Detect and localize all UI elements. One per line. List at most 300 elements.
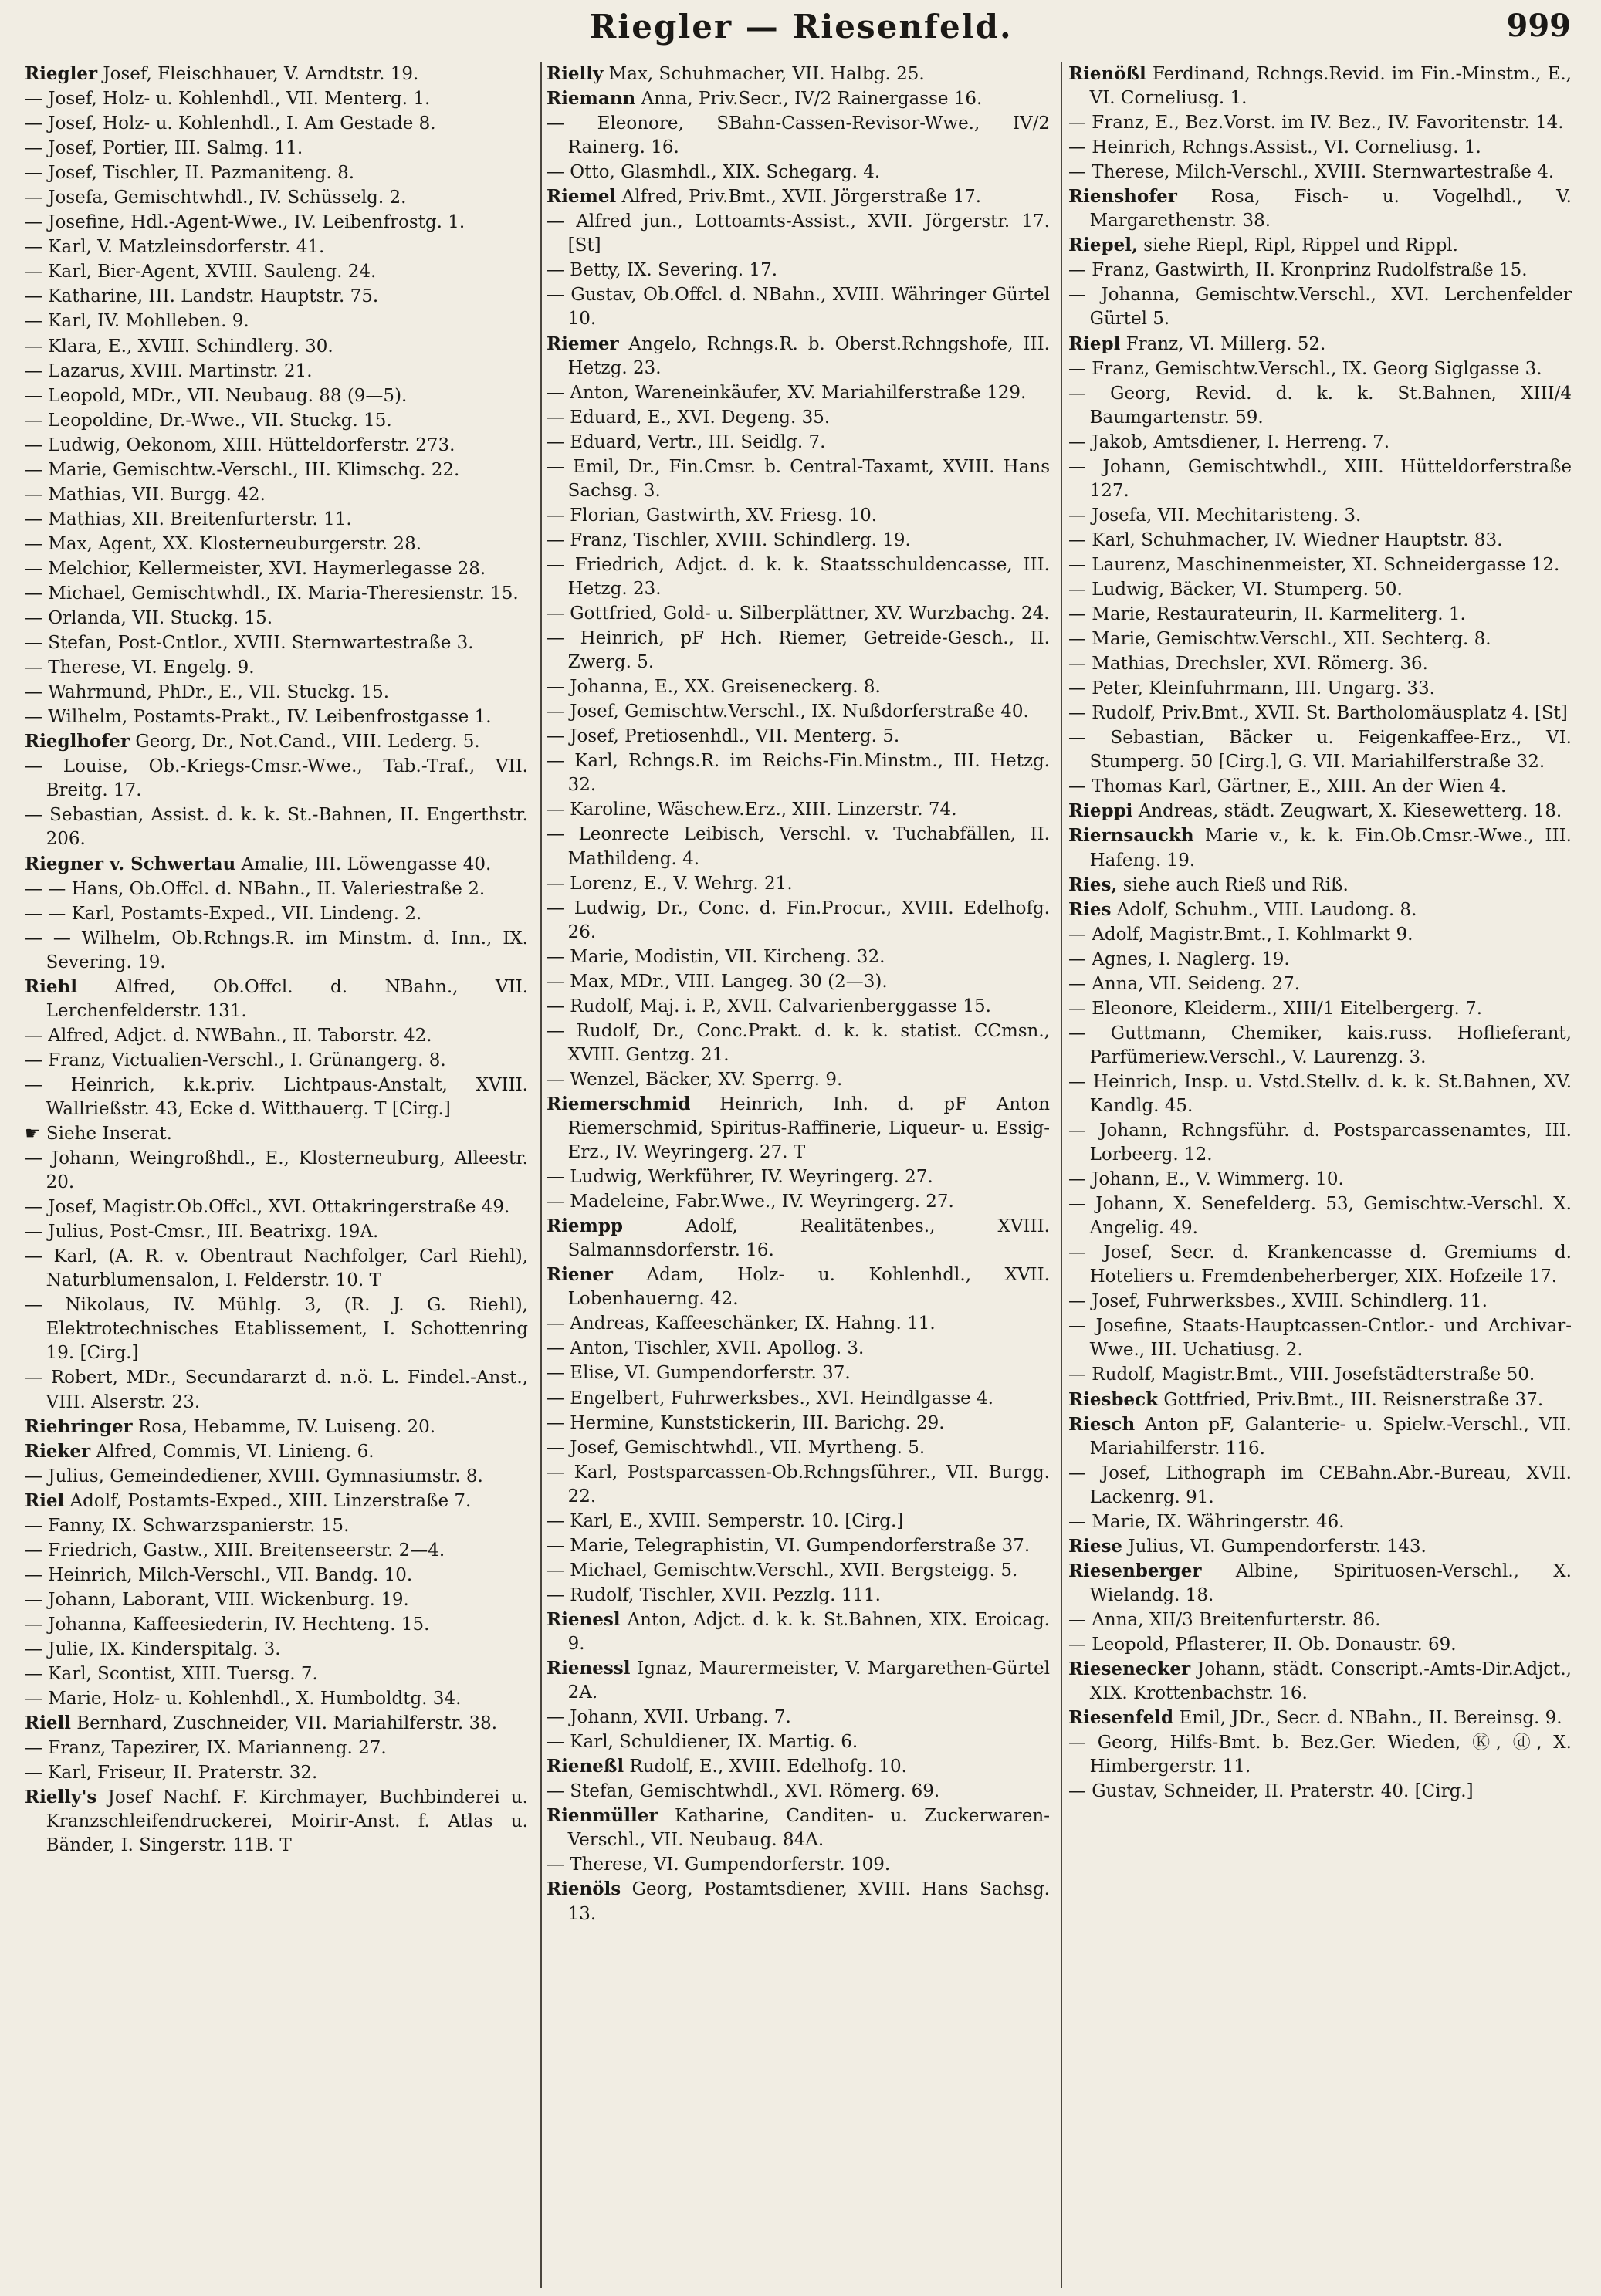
entry-surname: Riener <box>547 1264 613 1286</box>
entry-details: — Gottfried, Gold- u. Silberplättner, XV. Wurzbachg. 24. <box>547 604 1050 624</box>
directory-entry <box>547 1804 1050 1852</box>
entry-details: — Michael, Gemischtwhdl., IX. Maria-Theresienstr. 15. <box>25 583 519 604</box>
entry-surname: Riepl <box>1068 333 1121 354</box>
directory-entry <box>25 680 528 705</box>
directory-entry <box>25 606 528 631</box>
entry-details: — Karl, Schuhmacher, IV. Wiedner Hauptstr. 83. <box>1068 529 1503 550</box>
entry-details: — Gustav, Ob.Offcl. d. NBahn., XVIII. Währinger Gürtel 10. <box>547 285 1050 330</box>
entry-details: Marie v., k. k. Fin.Ob.Cmsr.-Wwe., III. Hafeng. 19. <box>1089 826 1572 871</box>
page-header <box>31 5 1571 51</box>
entry-details: — Rudolf, Priv.Bmt., XVII. St. Bartholomäusplatz 4. [St] <box>1068 703 1568 724</box>
directory-entry <box>25 1588 528 1612</box>
entry-details: Adam, Holz- u. Kohlenhdl., XVII. Lobenhauerng. 42. <box>567 1265 1050 1310</box>
directory-entry <box>1068 627 1572 651</box>
entry-details: — Georg, Revid. d. k. k. St.Bahnen, XIII/4 Baumgartenstr. 59. <box>1068 383 1572 428</box>
directory-entry <box>25 161 528 185</box>
entry-details: Georg, Dr., Not.Cand., VIII. Lederg. 5. <box>130 732 480 752</box>
entry-details: — Josefine, Staats-Hauptcassen-Cntlor.- und Archivar-Wwe., III. Uchatiusg. 2. <box>1068 1316 1572 1361</box>
entry-surname: Rienshofer <box>1068 186 1177 208</box>
entry-details: — Josef, Lithograph im CEBahn.Abr.-Bureau, XVII. Lackenrg. 91. <box>1068 1462 1572 1507</box>
entry-surname: Riemel <box>547 186 617 208</box>
directory-entry <box>547 1019 1050 1067</box>
entry-details: — Friedrich, Adjct. d. k. k. Staatsschuldencasse, III. Hetzg. 23. <box>547 554 1050 599</box>
entry-surname: Riegner v. Schwertau <box>25 853 236 874</box>
entry-details: — Michael, Gemischtw.Verschl., XVII. Bergsteigg. 5. <box>547 1560 1018 1581</box>
entry-details: — Sebastian, Bäcker u. Feigenkaffee-Erz., VI. Stumperg. 50 [Cirg.], G. VII. Mariahilferstraße 32. <box>1068 728 1572 773</box>
entry-details: — Therese, VI. Gumpendorferstr. 109. <box>547 1855 891 1875</box>
entry-details: — Katharine, III. Landstr. Hauptstr. 75. <box>25 286 379 307</box>
entry-details: — Otto, Glasmhdl., XIX. Schegarg. 4. <box>547 162 881 183</box>
directory-entry <box>1068 972 1572 996</box>
entry-surname: Riepel, <box>1068 235 1138 256</box>
directory-entry <box>25 408 528 433</box>
entry-details: — Franz, Gastwirth, II. Kronprinz Rudolfstraße 15. <box>1068 260 1528 281</box>
directory-entry <box>1068 823 1572 872</box>
directory-entry <box>547 430 1050 455</box>
directory-entry <box>547 1533 1050 1558</box>
entry-details: Andreas, städt. Zeugwart, X. Kiesewetterg. 18. <box>1132 801 1562 822</box>
directory-entry <box>547 553 1050 601</box>
directory-entry <box>547 1411 1050 1435</box>
directory-entry <box>25 1195 528 1219</box>
directory-entry <box>25 1513 528 1538</box>
entry-details: — Wilhelm, Postamts-Prakt., IV. Leibenfrostgasse 1. <box>25 707 492 728</box>
entry-details: — Lorenz, E., V. Wehrg. 21. <box>547 873 793 894</box>
directory-entry <box>1068 1167 1572 1192</box>
entry-details: Josef Nachf. F. Kirchmayer, Buchbinderei u. Kranzschleifendruckerei, Moirir-Anst. f. Atlas u. Bänder, I. Singerstr. 11B. T <box>46 1787 528 1856</box>
directory-entry <box>25 754 528 803</box>
directory-entry <box>25 556 528 581</box>
directory-entry <box>547 528 1050 553</box>
entry-surname: Riemann <box>547 88 636 110</box>
entry-details: — Eleonore, SBahn-Cassen-Revisor-Wwe., IV/2 Rainerg. 16. <box>547 113 1050 158</box>
entry-details: — Ludwig, Werkführer, IV. Weyringerg. 27. <box>547 1167 933 1188</box>
entry-details: — Elise, VI. Gumpendorferstr. 37. <box>547 1363 851 1384</box>
directory-entry <box>547 699 1050 724</box>
entry-details: — Andreas, Kaffeeschänker, IX. Hahng. 11. <box>547 1314 936 1334</box>
directory-entry <box>1068 1289 1572 1314</box>
entry-details: — Marie, Gemischtw.-Verschl., III. Klimschg. 22. <box>25 459 460 480</box>
entry-details: Anton pF, Galanterie- u. Spielw.-Verschl., VII. Mariahilferstr. 116. <box>1089 1414 1572 1459</box>
entry-details: — Leonrecte Leibisch, Verschl. v. Tuchabfällen, II. Mathildeng. 4. <box>547 824 1050 869</box>
directory-entry <box>25 705 528 729</box>
directory-entry <box>1068 1240 1572 1289</box>
directory-entry <box>547 797 1050 822</box>
directory-entry <box>25 309 528 333</box>
entry-details: — Therese, Milch-Verschl., XVIII. Sternwartestraße 4. <box>1068 162 1555 183</box>
directory-entry <box>547 1092 1050 1165</box>
entry-details: — Josef, Fuhrwerksbes., XVIII. Schindlerg. 11. <box>1068 1291 1488 1312</box>
entry-details: — Karl, Bier-Agent, XVIII. Sauleng. 24. <box>25 262 377 282</box>
directory-entry <box>547 1214 1050 1263</box>
directory-entry <box>547 503 1050 528</box>
directory-entry <box>547 871 1050 896</box>
directory-entry <box>1068 357 1572 381</box>
entry-details: — Georg, Hilfs-Bmt. b. Bez.Ger. Wieden, Ⓚ, ⓓ, X. Himbergerstr. 11. <box>1068 1733 1572 1777</box>
directory-entry <box>1068 1192 1572 1240</box>
entry-details: — Laurenz, Maschinenmeister, XI. Schneidergasse 12. <box>1068 554 1560 575</box>
directory-entry <box>25 631 528 655</box>
entry-details: — Thomas Karl, Gärtner, E., XIII. An der Wien 4. <box>1068 776 1507 797</box>
directory-entry <box>1068 135 1572 160</box>
directory-entry <box>1068 577 1572 602</box>
directory-entry <box>547 1189 1050 1214</box>
entry-details: — Anna, XII/3 Breitenfurterstr. 86. <box>1068 1609 1381 1630</box>
entry-surname: Riemerschmid <box>547 1093 691 1114</box>
entry-details: — Johanna, Gemischtw.Verschl., XVI. Lerchenfelder Gürtel 5. <box>1068 285 1572 330</box>
entry-details: — Franz, E., Bez.Vorst. im IV. Bez., IV. Favoritenstr. 14. <box>1068 113 1564 134</box>
entry-details: — Johann, Laborant, VIII. Wickenburg. 19. <box>25 1589 409 1610</box>
directory-entry <box>547 1311 1050 1336</box>
directory-entry <box>547 282 1050 331</box>
directory-entry <box>25 235 528 259</box>
directory-entry <box>1068 676 1572 701</box>
directory-entry <box>547 111 1050 160</box>
entry-details: — — Karl, Postamts-Exped., VII. Lindeng. 2. <box>25 903 422 924</box>
entry-details: — Karl, Friseur, II. Praterstr. 32. <box>25 1763 318 1784</box>
entry-details: Georg, Postamtsdiener, XVIII. Hans Sachsg. 13. <box>567 1879 1050 1924</box>
entry-details: — Josef, Pretiosenhdl., VII. Menterg. 5. <box>547 726 900 747</box>
directory-entry <box>1068 1070 1572 1118</box>
entry-surname: Riesenecker <box>1068 1659 1191 1680</box>
entry-details: — Melchior, Kellermeister, XVI. Haymerlegasse 28. <box>25 558 486 579</box>
entry-details: — Rudolf, Magistr.Bmt., VIII. Josefstädterstraße 50. <box>1068 1364 1535 1385</box>
entry-details: — Karl, E., XVIII. Semperstr. 10. [Cirg.] <box>547 1510 904 1531</box>
entry-details: — Josef, Magistr.Ob.Offcl., XVI. Ottakringerstraße 49. <box>25 1197 510 1218</box>
directory-entry <box>547 1509 1050 1533</box>
entry-details: — Josef, Secr. d. Krankencasse d. Gremiums d. Hoteliers u. Fremdenbeherberger, XIX. Hofzeile 17. <box>1068 1243 1572 1287</box>
entry-details: siehe Riepl, Ripl, Rippel und Rippl. <box>1137 235 1458 256</box>
directory-entry <box>547 1558 1050 1583</box>
entry-details: — Marie, Modistin, VII. Kircheng. 32. <box>547 946 885 967</box>
entry-surname: Rienessl <box>547 1658 631 1679</box>
entry-details: — Leopoldine, Dr.-Wwe., VII. Stuckg. 15. <box>25 410 392 431</box>
entry-details: Emil, JDr., Secr. d. NBahn., II. Bereinsg. 9. <box>1173 1708 1562 1729</box>
directory-entry <box>547 1067 1050 1092</box>
entry-surname: Rienesl <box>547 1608 621 1630</box>
directory-entry <box>547 1656 1050 1705</box>
directory-entry <box>25 1048 528 1073</box>
directory-entry <box>1068 381 1572 430</box>
entry-details: — Josef, Holz- u. Kohlenhdl., VII. Menterg. 1. <box>25 89 431 110</box>
entry-surname: Riesenfeld <box>1068 1707 1174 1729</box>
directory-entry <box>25 1637 528 1662</box>
entry-details: — Heinrich, k.k.priv. Lichtpaus-Anstalt, XVIII. Wallrießstr. 43, Ecke d. Witthauerg. T [Cirg.] <box>25 1074 528 1119</box>
directory-entry <box>1068 947 1572 972</box>
directory-entry <box>547 1263 1050 1311</box>
entry-details: — Karl, V. Matzleinsdorferstr. 41. <box>25 237 325 258</box>
directory-entry <box>1068 184 1572 233</box>
entry-details: Adolf, Postamts-Exped., XIII. Linzerstraße 7. <box>64 1490 472 1511</box>
directory-entry <box>1068 1461 1572 1510</box>
entry-details: Adolf, Realitätenbes., XVIII. Salmannsdorferstr. 16. <box>567 1216 1050 1261</box>
directory-entry <box>25 1365 528 1414</box>
entry-details: — Heinrich, Insp. u. Vstd.Stellv. d. k. k. St.Bahnen, XV. Kandlg. 45. <box>1068 1071 1572 1116</box>
directory-entry <box>25 1439 528 1464</box>
entry-details: Ferdinand, Rchngs.Revid. im Fin.-Minstm., E., VI. Corneliusg. 1. <box>1089 64 1572 109</box>
directory-entry <box>1068 1534 1572 1559</box>
directory-entry <box>25 581 528 606</box>
page-number: 999 <box>1506 8 1571 44</box>
entry-details: — Jakob, Amtsdiener, I. Herreng. 7. <box>1068 431 1390 452</box>
directory-entry <box>25 1612 528 1637</box>
entry-details: Amalie, III. Löwengasse 40. <box>235 854 492 874</box>
directory-entry <box>547 209 1050 258</box>
entry-details: — Anna, VII. Seideng. 27. <box>1068 973 1301 994</box>
directory-entry <box>547 675 1050 699</box>
entry-surname: Rieneßl <box>547 1756 624 1777</box>
entry-surname: Riernsauckh <box>1068 825 1194 847</box>
directory-entry <box>25 210 528 235</box>
directory-entry <box>547 1460 1050 1509</box>
entry-details: — Josef, Gemischtw.Verschl., IX. Nußdorferstraße 40. <box>547 702 1029 722</box>
directory-entry <box>1068 110 1572 135</box>
directory-entry <box>25 926 528 975</box>
directory-entry <box>25 284 528 309</box>
directory-entry <box>547 160 1050 184</box>
entry-surname: Rienöls <box>547 1878 621 1900</box>
directory-entry <box>25 803 528 851</box>
entry-details: — Franz, Tischler, XVIII. Schindlerg. 19. <box>547 529 911 550</box>
directory-entry <box>1068 332 1572 357</box>
entry-details: — Rudolf, Dr., Conc.Prakt. d. k. k. statist. CCmsn., XVIII. Gentzg. 21. <box>547 1020 1050 1065</box>
directory-entry <box>1068 282 1572 331</box>
entry-details: — Marie, IX. Währingerstr. 46. <box>1068 1511 1345 1532</box>
directory-entry <box>1068 528 1572 553</box>
entry-details: Johann, städt. Conscript.-Amts-Dir.Adjct., XIX. Krottenbachstr. 16. <box>1089 1659 1572 1704</box>
directory-entry <box>547 626 1050 675</box>
entry-details: — Orlanda, VII. Stuckg. 15. <box>25 608 273 629</box>
directory-entry <box>547 969 1050 994</box>
entry-details: — Anton, Tischler, XVII. Apollog. 3. <box>547 1338 865 1359</box>
entry-surname: Riesch <box>1068 1413 1136 1435</box>
directory-entry <box>547 1361 1050 1385</box>
entry-details: — Betty, IX. Severing. 17. <box>547 260 778 281</box>
directory-entry <box>547 994 1050 1019</box>
entry-details: — Julie, IX. Kinderspitalg. 3. <box>25 1639 281 1659</box>
entry-details: — — Wilhelm, Ob.Rchngs.R. im Minstm. d. Inn., IX. Severing. 19. <box>25 928 528 972</box>
entry-details: — Lazarus, XVIII. Martinstr. 21. <box>25 360 313 381</box>
directory-entry <box>1068 898 1572 922</box>
entry-details: — Johanna, Kaffeesiederin, IV. Hechteng. 15. <box>25 1614 430 1635</box>
entry-details: — Karl, IV. Mohlleben. 9. <box>25 311 249 332</box>
entry-details: — Josef, Portier, III. Salmg. 11. <box>25 138 303 159</box>
directory-entry <box>25 334 528 359</box>
entry-details: Gottfried, Priv.Bmt., III. Reisnerstraße 37. <box>1158 1389 1544 1410</box>
directory-entry <box>25 1662 528 1686</box>
entry-surname: Riegler <box>25 63 98 84</box>
directory-entry <box>547 1583 1050 1608</box>
entry-details: — Johann, Weingroßhdl., E., Klosterneuburg, Alleestr. 20. <box>25 1148 528 1193</box>
directory-entry <box>1068 1021 1572 1070</box>
directory-entry <box>25 655 528 680</box>
entry-details: — Anton, Wareneinkäufer, XV. Mariahilferstraße 129. <box>547 382 1027 403</box>
entry-details: — Johanna, E., XX. Greiseneckerg. 8. <box>547 677 881 698</box>
entry-details: — Engelbert, Fuhrwerksbes., XVI. Heindlgasse 4. <box>547 1388 993 1408</box>
entry-details: Katharine, Canditen- u. Zuckerwaren-Verschl., VII. Neubaug. 84A. <box>567 1806 1050 1851</box>
page-title: Riegler — Riesenfeld. <box>589 8 1013 46</box>
entry-details: — Marie, Restaurateurin, II. Karmeliterg. 1. <box>1068 604 1466 625</box>
directory-entry <box>25 1686 528 1711</box>
directory-entry <box>25 1023 528 1048</box>
entry-surname: Rieglhofer <box>25 731 130 752</box>
entry-details: — Alfred jun., Lottoamts-Assist., XVII. Jörgerstr. 17. [St] <box>547 211 1050 256</box>
directory-entry <box>547 1877 1050 1926</box>
entry-details: — Franz, Tapezirer, IX. Marianneng. 27. <box>25 1738 387 1759</box>
directory-entry <box>25 877 528 901</box>
directory-entry <box>25 1736 528 1760</box>
directory-entry <box>547 1336 1050 1361</box>
directory-entry <box>1068 1608 1572 1632</box>
directory-entry <box>1068 1657 1572 1706</box>
directory-entry <box>25 1293 528 1365</box>
entry-details: — Josef, Gemischtwhdl., VII. Myrtheng. 5. <box>547 1437 926 1458</box>
entry-details: Angelo, Rchngs.R. b. Oberst.Rchngshofe, III. Hetzg. 23. <box>567 333 1050 378</box>
entry-surname: Ries <box>1068 898 1112 920</box>
entry-details: — Max, Agent, XX. Klosterneuburgerstr. 28. <box>25 533 422 554</box>
directory-entry <box>25 1464 528 1489</box>
entry-details: — Sebastian, Assist. d. k. k. St.-Bahnen, II. Engerthstr. 206. <box>25 805 528 850</box>
entry-details: — Peter, Kleinfuhrmann, III. Ungarg. 33. <box>1068 678 1435 699</box>
directory-entry <box>25 1244 528 1293</box>
entry-details: — Therese, VI. Engelg. 9. <box>25 658 255 678</box>
entry-details: — Karoline, Wäschew.Erz., XIII. Linzerstr. 74. <box>547 800 957 820</box>
entry-details: — Mathias, Drechsler, XVI. Römerg. 36. <box>1068 654 1428 675</box>
entry-surname: Riehringer <box>25 1415 133 1437</box>
directory-entry <box>547 822 1050 871</box>
entry-surname: Rienmüller <box>547 1805 658 1827</box>
directory-entry <box>1068 455 1572 503</box>
directory-entry <box>1068 233 1572 258</box>
entry-details: — Heinrich, Milch-Verschl., VII. Bandg. 10. <box>25 1564 413 1585</box>
directory-entry <box>547 86 1050 111</box>
directory-entry <box>25 136 528 161</box>
entry-details: — Nikolaus, IV. Mühlg. 3, (R. J. G. Riehl), Elektrotechnisches Etablissement, I. Schottenring 19. [Cirg.] <box>25 1295 528 1364</box>
entry-details: Rosa, Hebamme, IV. Luiseng. 20. <box>132 1416 436 1437</box>
directory-entry <box>25 185 528 210</box>
entry-details: Franz, VI. Millerg. 52. <box>1120 333 1326 354</box>
entry-details: — Stefan, Gemischtwhdl., XVI. Römerg. 69. <box>547 1781 940 1802</box>
entry-details: — Johann, Rchngsführ. d. Postsparcassenamtes, III. Lorbeerg. 12. <box>1068 1121 1572 1165</box>
directory-entry <box>25 507 528 532</box>
directory-entry <box>25 901 528 926</box>
directory-entry <box>547 455 1050 503</box>
entry-details: Josef, Fleischhauer, V. Arndtstr. 19. <box>97 64 419 84</box>
entry-surname: Rienößl <box>1068 63 1146 84</box>
entry-details: — Karl, Postsparcassen-Ob.Rchngsführer., VII. Burgg. 22. <box>547 1462 1050 1506</box>
entry-details: — Fanny, IX. Schwarzspanierstr. 15. <box>25 1515 350 1536</box>
directory-entry <box>25 1146 528 1195</box>
directory-entry <box>1068 799 1572 823</box>
directory-entry <box>547 1852 1050 1877</box>
entry-details: Albine, Spirituosen-Verschl., X. Wielandg. 18. <box>1089 1561 1572 1605</box>
directory-entry <box>1068 725 1572 774</box>
directory-entry <box>25 111 528 136</box>
directory-entry <box>1068 996 1572 1021</box>
entry-surname: Rieker <box>25 1440 91 1462</box>
entry-surname: Rieppi <box>1068 800 1133 822</box>
entry-details: — Hermine, Kunststickerin, III. Barichg. 29. <box>547 1412 945 1433</box>
entry-details: — Karl, Rchngs.R. im Reichs-Fin.Minstm., III. Hetzg. 32. <box>547 751 1050 796</box>
entry-surname: Riemer <box>547 333 619 354</box>
entry-details: — Julius, Gemeindediener, XVIII. Gymnasiumstr. 8. <box>25 1466 483 1486</box>
directory-entry <box>25 1563 528 1588</box>
entry-surname: Riesenberger <box>1068 1560 1202 1581</box>
directory-entry <box>1068 873 1572 898</box>
directory-entry <box>547 724 1050 749</box>
entry-details: — Florian, Gastwirth, XV. Friesg. 10. <box>547 505 878 526</box>
directory-entry <box>25 458 528 482</box>
directory-entry <box>25 482 528 507</box>
entry-details: — Josef, Tischler, II. Pazmaniteng. 8. <box>25 163 355 184</box>
directory-entry <box>1068 922 1572 947</box>
entry-details: — Emil, Dr., Fin.Cmsr. b. Central-Taxamt, XVIII. Hans Sachsg. 3. <box>547 456 1050 501</box>
entry-details: — Ludwig, Bäcker, VI. Stumperg. 50. <box>1068 579 1403 600</box>
entry-details: — Karl, Scontist, XIII. Tuersg. 7. <box>25 1664 318 1685</box>
directory-entry <box>1068 1779 1572 1804</box>
entry-surname: Riesbeck <box>1068 1388 1159 1410</box>
directory-entry <box>1068 1730 1572 1779</box>
entry-details: — Eleonore, Kleiderm., XIII/1 Eitelbergerg. 7. <box>1068 998 1483 1019</box>
entry-details: siehe auch Rieß und Riß. <box>1117 874 1349 895</box>
columns <box>25 62 1576 2288</box>
entry-details: — Leopold, MDr., VII. Neubaug. 88 (9—5). <box>25 385 408 406</box>
directory-entry <box>547 1435 1050 1460</box>
entry-details: — Agnes, I. Naglerg. 19. <box>1068 948 1290 969</box>
column-2 <box>547 62 1050 2288</box>
directory-entry <box>1068 1559 1572 1608</box>
entry-details: Ignaz, Maurermeister, V. Margarethen-Gürtel 2A. <box>567 1659 1050 1703</box>
entry-details: — Johann, XVII. Urbang. 7. <box>547 1707 791 1728</box>
directory-entry <box>25 1711 528 1736</box>
entry-details: Julius, VI. Gumpendorferstr. 143. <box>1122 1536 1427 1557</box>
directory-entry <box>1068 1118 1572 1167</box>
entry-details: Max, Schuhmacher, VII. Halbg. 25. <box>603 64 925 84</box>
column-1 <box>25 62 528 2288</box>
entry-details: ☛ Siehe Inserat. <box>25 1124 172 1145</box>
directory-entry <box>1068 602 1572 627</box>
directory-entry <box>1068 1388 1572 1412</box>
entry-details: — Josef, Holz- u. Kohlenhdl., I. Am Gestade 8. <box>25 113 436 134</box>
entry-details: — Mathias, VII. Burgg. 42. <box>25 484 266 505</box>
entry-details: Anton, Adjct. d. k. k. St.Bahnen, XIX. Eroicag. 9. <box>567 1609 1050 1654</box>
directory-entry <box>25 532 528 556</box>
directory-entry <box>25 852 528 877</box>
entry-details: — Marie, Holz- u. Kohlenhdl., X. Humboldtg. 34. <box>25 1689 462 1709</box>
entry-details: — Wenzel, Bäcker, XV. Sperrg. 9. <box>547 1069 843 1090</box>
directory-entry <box>547 1730 1050 1754</box>
directory-entry <box>547 749 1050 797</box>
entry-details: — Guttmann, Chemiker, kais.russ. Hoflieferant, Parfümeriew.Verschl., V. Laurenzg. 3. <box>1068 1023 1572 1067</box>
directory-entry <box>547 1779 1050 1804</box>
directory-entry <box>1068 1412 1572 1461</box>
entry-details: — Marie, Telegraphistin, VI. Gumpendorferstraße 37. <box>547 1535 1031 1556</box>
directory-entry <box>547 405 1050 430</box>
entry-surname: Riese <box>1068 1535 1123 1557</box>
directory-entry <box>25 86 528 111</box>
entry-details: Alfred, Commis, VI. Linieng. 6. <box>90 1441 374 1462</box>
entry-details: — Wahrmund, PhDr., E., VII. Stuckg. 15. <box>25 682 390 703</box>
directory-entry <box>547 1165 1050 1189</box>
directory-entry <box>25 1785 528 1858</box>
entry-details: Alfred, Ob.Offcl. d. NBahn., VII. Lerchenfelderstr. 131. <box>46 976 528 1021</box>
entry-details: — Madeleine, Fabr.Wwe., IV. Weyringerg. 27. <box>547 1192 954 1212</box>
directory-entry <box>1068 160 1572 184</box>
directory-entry <box>1068 503 1572 528</box>
directory-entry <box>1068 430 1572 455</box>
directory-entry <box>547 896 1050 945</box>
directory-entry <box>1068 1362 1572 1387</box>
